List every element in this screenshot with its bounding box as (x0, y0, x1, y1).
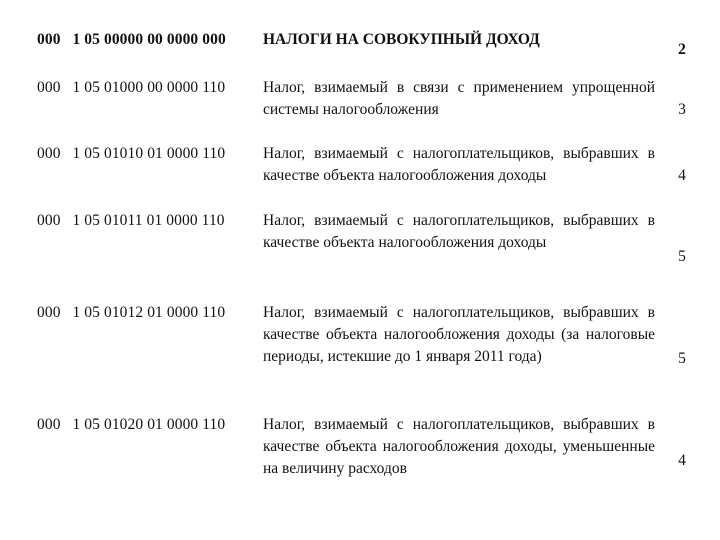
budget-code: 000 1 05 01020 01 0000 110 (37, 416, 226, 433)
budget-code: 000 1 05 00000 00 0000 000 (37, 31, 226, 48)
section-title: НАЛОГИ НА СОВОКУПНЫЙ ДОХОД (263, 31, 540, 48)
tax-description: Налог, взимаемый с налогоплательщиков, выбравших в качестве объекта налогообложения доходы (263, 212, 655, 251)
budget-code: 000 1 05 01000 00 0000 110 (37, 79, 226, 96)
budget-code: 000 1 05 01010 01 0000 110 (37, 145, 226, 162)
page-number: 4 (678, 452, 686, 469)
page-number: 2 (678, 41, 686, 58)
page-number: 3 (678, 101, 686, 118)
tax-description: Налог, взимаемый в связи с применением упрощенной системы налогообложения (263, 79, 655, 118)
page-number: 5 (678, 350, 686, 367)
budget-code: 000 1 05 01011 01 0000 110 (37, 212, 225, 229)
tax-description: Налог, взимаемый с налогоплательщиков, выбравших в качестве объекта налогообложения доходы, уменьшенные на величину расходов (263, 416, 655, 477)
page-number: 5 (678, 248, 686, 265)
page-number: 4 (678, 167, 686, 184)
tax-description: Налог, взимаемый с налогоплательщиков, выбравших в качестве объекта налогообложения доходы (за налоговые периоды, истекшие до 1 января 2011 года) (263, 304, 655, 365)
tax-description: Налог, взимаемый с налогоплательщиков, выбравших в качестве объекта налогообложения доходы (263, 145, 655, 184)
budget-code: 000 1 05 01012 01 0000 110 (37, 304, 226, 321)
